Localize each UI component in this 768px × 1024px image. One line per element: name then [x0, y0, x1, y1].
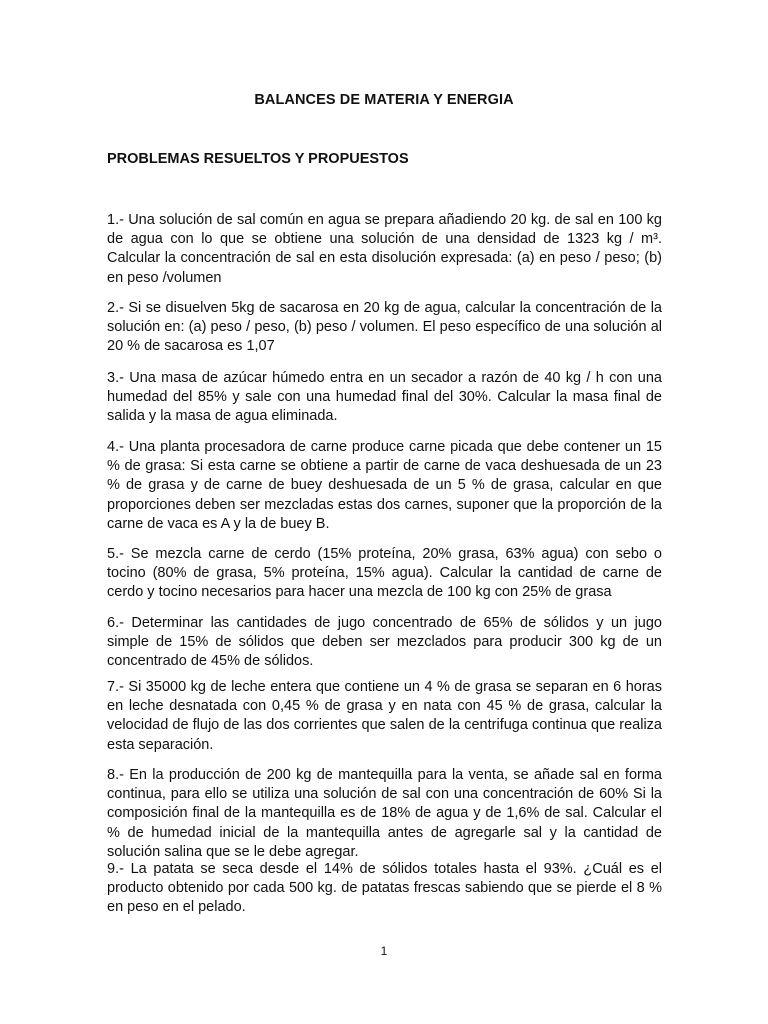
problem-8: 8.- En la producción de 200 kg de mantequilla para la venta, se añade sal en forma continua, para ello se utiliza una solución de sal con una concentración de 60% Si la composición final de la mantequilla es de 18% de agua y de 1,6% de sal. Calcular el % de humedad inicial de la mantequilla antes de agregarle sal y la cantidad de solución salina que se le debe agregar. [107, 767, 662, 860]
document-title: BALANCES DE MATERIA Y ENERGIA [254, 92, 514, 108]
section-subtitle: PROBLEMAS RESUELTOS Y PROPUESTOS [107, 151, 409, 167]
problem-3: 3.- Una masa de azúcar húmedo entra en un secador a razón de 40 kg / h con una humedad del 85% y sale con una humedad final del 30%. Calcular la masa final de salida y la masa de agua eliminada. [107, 370, 662, 425]
problem-9: 9.- La patata se seca desde el 14% de sólidos totales hasta el 93%. ¿Cuál es el producto obtenido por cada 500 kg. de patatas frescas sabiendo que se pierde el 8 % en peso en el pelado. [107, 861, 662, 916]
problem-2: 2.- Si se disuelven 5kg de sacarosa en 20 kg de agua, calcular la concentración de la solución en: (a) peso / peso, (b) peso / volumen. El peso específico de una solución al 20 % de sacarosa es 1,07 [107, 300, 662, 355]
problem-1: 1.- Una solución de sal común en agua se prepara añadiendo 20 kg. de sal en 100 kg de agua con lo que se obtiene una solución de una densidad de 1323 kg / m³. Calcular la concentración de sal en esta disolución expresada: (a) en peso / peso; (b) en peso /volumen [107, 212, 662, 286]
problem-6: 6.- Determinar las cantidades de jugo concentrado de 65% de sólidos y un jugo simple de 15% de sólidos que deben ser mezclados para producir 300 kg de un concentrado de 45% de sólidos. [107, 615, 662, 670]
page-number: 1 [380, 944, 388, 958]
problem-4: 4.- Una planta procesadora de carne produce carne picada que debe contener un 15 % de grasa: Si esta carne se obtiene a partir de carne de vaca deshuesada de un 23 % de grasa y de carne de buey deshuesada de un 5 % de grasa, calcular en que proporciones deben ser mezcladas estas dos carnes, suponer que la proporción de la carne de vaca es A y la de buey B. [107, 439, 662, 532]
problem-7: 7.- Si 35000 kg de leche entera que contiene un 4 % de grasa se separan en 6 horas en leche desnatada con 0,45 % de grasa y en nata con 45 % de grasa, calcular la velocidad de flujo de las dos corrientes que salen de la centrifuga continua que realiza esta separación. [107, 679, 662, 753]
problem-5: 5.- Se mezcla carne de cerdo (15% proteína, 20% grasa, 63% agua) con sebo o tocino (80% de grasa, 5% proteína, 15% agua). Calcular la cantidad de carne de cerdo y tocino necesarios para hacer una mezcla de 100 kg con 25% de grasa [107, 546, 662, 601]
